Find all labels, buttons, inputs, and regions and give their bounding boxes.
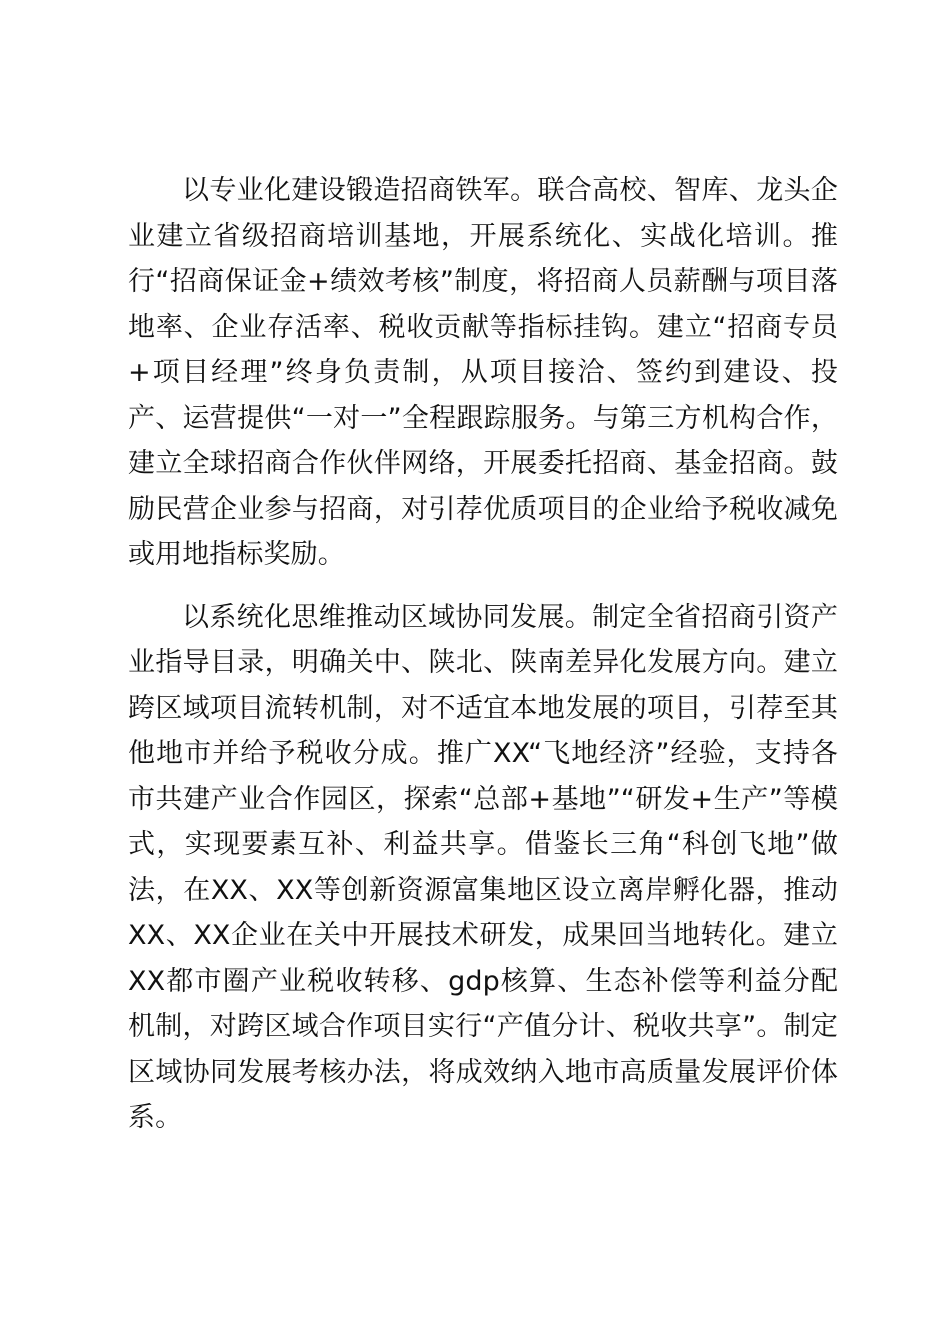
paragraph-regional-coordination: 以系统化思维推动区域协同发展。制定全省招商引资产业指导目录，明确关中、陕北、陕南差异化发展方向。建立跨区域项目流转机制，对不适宜本地发展的项目，引荐至其他地市并给予税收分成。推广XX“飞地经济”经验，支持各市共建产业合作园区，探索“总部+基地”“研发+生产”等模式，实现要素互补、利益共享。借鉴长三角“科创飞地”做法，在XX、XX等创新资源富集地区设立离岸孵化器，推动XX、XX企业在关中开展技术研发，成果回当地转化。建立XX都市圈产业税收转移、gdp核算、生态补偿等利益分配机制，对跨区域合作项目实行“产值分计、税收共享”。制定区域协同发展考核办法，将成效纳入地市高质量发展评价体系。 — [128, 601, 838, 1133]
paragraph-investment-team: 以专业化建设锻造招商铁军。联合高校、智库、龙头企业建立省级招商培训基地，开展系统化、实战化培训。推行“招商保证金+绩效考核”制度，将招商人员薪酬与项目落地率、企业存活率、税收贡献等指标挂钩。建立“招商专员+项目经理”终身负责制，从项目接洽、签约到建设、投产、运营提供“一对一”全程跟踪服务。与第三方机构合作，建立全球招商合作伙伴网络，开展委托招商、基金招商。鼓励民营企业参与招商，对引荐优质项目的企业给予税收减免或用地指标奖励。 — [128, 175, 838, 570]
document-body — [128, 168, 838, 1141]
